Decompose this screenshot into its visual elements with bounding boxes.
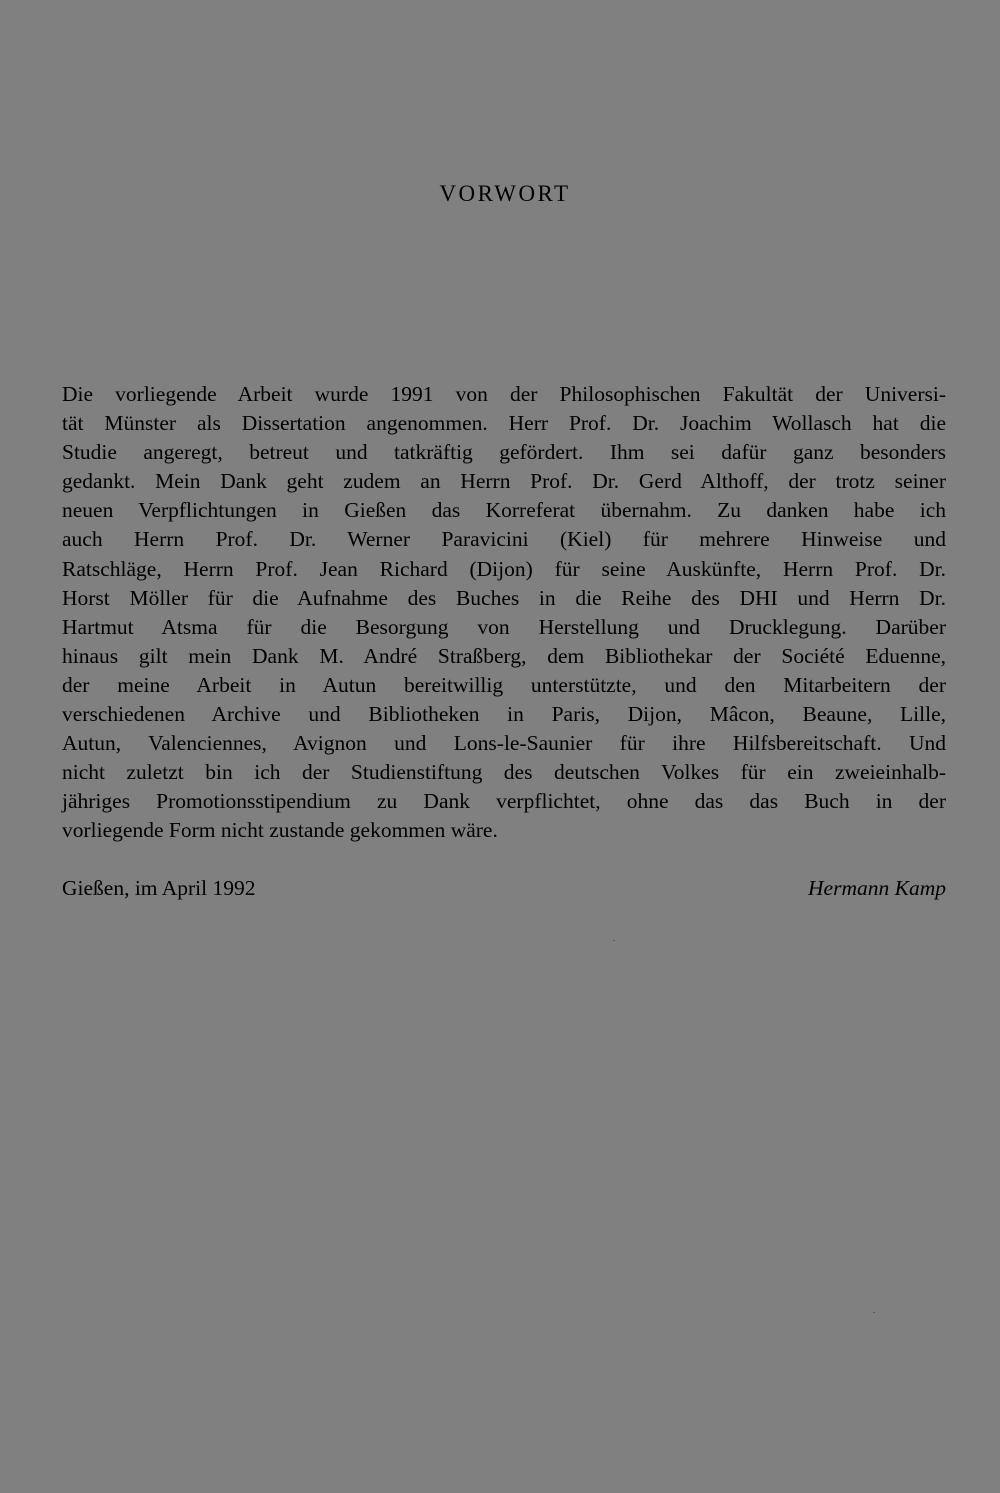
- paragraph-line: jähriges Promotionsstipendium zu Dank verpflichtet, ohne das das Buch in der: [62, 789, 946, 814]
- paragraph-line: verschiedenen Archive und Bibliotheken in Paris, Dijon, Mâcon, Beaune, Lille,: [62, 702, 946, 727]
- paragraph-line: Ratschläge, Herrn Prof. Jean Richard (Dijon) für seine Auskünfte, Herrn Prof. Dr.: [62, 556, 946, 581]
- paragraph-line: Die vorliegende Arbeit wurde 1991 von der Philosophischen Fakultät der Universi-: [62, 382, 946, 406]
- foreword-paragraph: [62, 380, 946, 846]
- scan-speck: [873, 1312, 875, 1313]
- page-heading: VORWORT: [439, 181, 571, 206]
- paragraph-line: nicht zuletzt bin ich der Studienstiftung des deutschen Volkes für ein zweieinhalb-: [62, 760, 946, 785]
- paragraph-line: Autun, Valenciennes, Avignon und Lons-le-Saunier für ihre Hilfsbereitschaft. Und: [62, 731, 946, 756]
- paragraph-line: der meine Arbeit in Autun bereitwillig unterstützte, und den Mitarbeitern der: [62, 672, 946, 697]
- closing-line: [62, 872, 946, 904]
- paragraph-line: gedankt. Mein Dank geht zudem an Herrn Prof. Dr. Gerd Althoff, der trotz seiner: [62, 469, 946, 494]
- paragraph-line: Horst Möller für die Aufnahme des Buches in die Reihe des DHI und Herrn Dr.: [62, 585, 946, 610]
- paragraph-line: vorliegende Form nicht zustande gekommen wäre.: [62, 818, 498, 843]
- paragraph-line: hinaus gilt mein Dank M. André Straßberg, dem Bibliothekar der Société Eduenne,: [62, 643, 946, 668]
- paragraph-line: Studie angeregt, betreut und tatkräftig gefördert. Ihm sei dafür ganz besonders: [62, 440, 946, 465]
- scan-speck: [613, 940, 615, 941]
- place-date: Gießen, im April 1992: [62, 876, 256, 900]
- paragraph-line: neuen Verpflichtungen in Gießen das Korreferat übernahm. Zu danken habe ich: [62, 498, 946, 523]
- author-signature: Hermann Kamp: [808, 876, 946, 900]
- paragraph-line: Hartmut Atsma für die Besorgung von Herstellung und Drucklegung. Darüber: [62, 614, 946, 639]
- paragraph-line: auch Herrn Prof. Dr. Werner Paravicini (Kiel) für mehrere Hinweise und: [62, 527, 946, 552]
- paragraph-line: tät Münster als Dissertation angenommen. Herr Prof. Dr. Joachim Wollasch hat die: [62, 411, 946, 436]
